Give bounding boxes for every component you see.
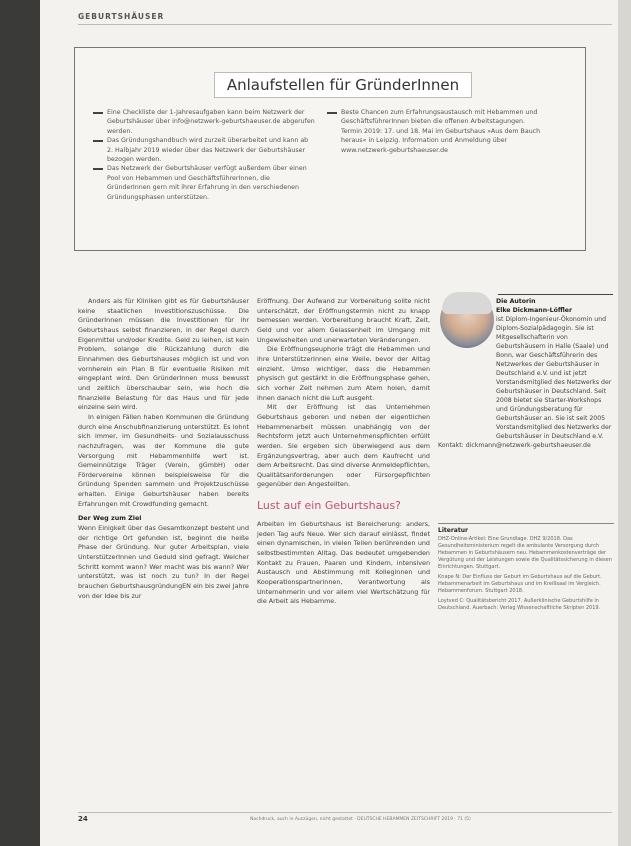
info-box-bullet-text: Eine Checkliste der 1-Jahresaufgaben kann beim Netzwerk der Geburtshäuser über info@netzwerk-geburtshaeuser.de abgerufen werden. [107, 109, 315, 135]
paragraph: Arbeiten im Geburtshaus ist Bereicherung: anders, jeden Tag aufs Neue. Wer sich darauf einlässt, findet einen dynamischen, in vielen Teilen berührenden und selbstbestimmten Alltag. Das bedeutet umgebenden Kontakt zu Frauen, Paaren und Kindern, intensiven Austausch und Abstimmung mit Kolleginnen und Kooperationspartnerinnen, Verantwortung als Unternehmerin und vor allem viel Wertschätzung für die Arbeit als Hebamme. [257, 520, 430, 606]
author-contact: Kontakt: dickmann@netzwerk-geburtshaeuser.de [438, 442, 591, 449]
info-box-bullet [93, 108, 315, 136]
info-box-left-column [93, 108, 315, 202]
paragraph: In einigen Fällen haben Kommunen die Gründung durch eine Anschubfinanzierung unterstützt. Es lohnt sich immer, im Gesundheits- und Sozialausschuss nachzufragen, was der Kommune die gute Versorgung mit Hebammenhilfe wert ist. Gemeinnützige Träger (Verein, gGmbH) oder Fördervereine können beispielsweise für die Gründung Spenden sammeln und Projektzuschüsse erhalten. Einige Geburtshäuser haben bereits Erfahrungen mit Crowdfunding gemacht. [78, 412, 249, 508]
literature-item: Knape N: Der Einfluss der Geburt im Geburtshaus auf die Geburt. Hebammenarbeit im Geburtshaus und im Kreißsaal im Vergleich. Hebammenforum. Stuttgart 2018. [438, 574, 602, 594]
info-box-right-column [327, 108, 545, 155]
author-name: Elke Dickmann-Löffler [496, 307, 573, 314]
info-box-bullet [327, 108, 545, 155]
paragraph: Wenn Einigkeit über das Gesamtkonzept besteht und der richtige Ort gefunden ist, beginnt die heiße Phase der Gründung. Nur guter Arbeitsplan, viele UnterstützerInnen und Geduld sind gefragt. Welcher Schritt kommt wann? Wer macht was bis wann? Wer unterstützt, was ist noch zu tun? In der Regel brauchen GeburtshausgründungEN ein bis zwei Jahre von der Idee bis zur [78, 524, 249, 600]
magazine-page [40, 0, 618, 846]
page-number: 24 [78, 815, 88, 823]
dash-icon [93, 140, 103, 142]
article-column-1 [78, 297, 249, 601]
subheading: Der Weg zum Ziel [78, 514, 142, 523]
paragraph: Die Eröffnungseuphorie trägt die Hebammen und ihre UnterstützerInnen eine Weile, bevor der Alltag einzieht. Umso wichtiger, dass die Hebammen physisch gut gestärkt in die Eröffnungsphase gehen, sich vorher Zeit nehmen zum Atem holen, damit ihnen danach nicht die Luft ausgeht. [257, 345, 430, 402]
paragraph: Eröffnung. Der Aufwand zur Vorbereitung sollte nicht unterschätzt, der Eröffnungstermin nicht zu knapp bemessen werden. Vorbereitung braucht Kraft, Zeit, Geld und vor allem Gelassenheit im Umgang mit Ungewissheiten und unerwarteten Veränderungen. [257, 297, 430, 344]
literature-heading: Literatur [438, 527, 468, 534]
dash-icon [93, 112, 103, 114]
literature-item: Loytved C: Qualitätsbericht 2017. Außerklinische Geburtshilfe in Deutschland. Auerbach: Verlag Wissenschaftliche Skripten 2019. [438, 598, 601, 611]
footer-text: Nachdruck, auch in Auszügen, nicht gestattet · DEUTSCHE HEBAMMEN ZEITSCHRIFT 2019 · 71 (5) [250, 817, 471, 822]
author-rule [498, 294, 613, 295]
info-box-title: Anlaufstellen für GründerInnen [214, 72, 472, 98]
author-label: Die Autorin [496, 298, 536, 305]
info-box-bullet [93, 136, 315, 164]
article-column-2 [257, 297, 430, 607]
info-box [74, 47, 586, 251]
info-box-bullet-text: Beste Chancen zum Erfahrungsaustausch mit Hebammen und GeschäftsführerInnen bieten die offenen Arbeitstagungen. Termin 2019: 17. und 18. Mai im Geburtshaus »Aus dem Bauch heraus« in Leipzig. Information und Anmeldung über www.netzwerk-geburtshaeuser.de [341, 109, 541, 154]
author-box [438, 297, 614, 450]
author-bio: ist Diplom-Ingenieur-Ökonomin und Diplom-Sozialpädagogin. Sie ist Mitgesellschafterin von Geburtshäusern in Halle (Saale) und Bonn, war Geschäftsführerin des Netzwerkes der Geburtshäuser in Deutschland e.V. und ist jetzt Vorstandsmitglied des Netzwerks der Geburtshäuser in Deutschland. Seit 2008 bietet sie Starter-Workshops und Gründungsberatung für Geburtshäuser an. Sie ist seit 2005 Vorstandsmitglied des Netzwerks der Geburtshäuser in Deutschland e.V. [496, 316, 612, 440]
footer-rule [78, 812, 612, 813]
info-box-bullet-text: Das Netzwerk der Geburtshäuser verfügt außerdem über einen Pool von Hebammen und GeschäftsführerInnen, die GründerInnen gern mit ihrer Erfahrung in den verschiedenen Gründungsphasen unterstützen. [107, 165, 307, 201]
paragraph: Mit der Eröffnung ist das Unternehmen Geburtshaus geboren und neben der eigentlichen Hebammenarbeit müssen unabhängig von der Rechtsform jetzt auch Unternehmenspflichten erfüllt werden. Sie ergeben sich überwiegend aus dem Ergänzungsvertrag, aber auch dem Kaufrecht und dem Arbeitsrecht. Das sind diverse Anmeldepflichten, Qualitätsanforderungen oder Fürsorgepflichten gegenüber den Angestellten. [257, 403, 430, 489]
dash-icon [93, 168, 103, 170]
dash-icon [327, 112, 337, 114]
literature-rule [438, 523, 614, 524]
info-box-bullet [93, 164, 315, 202]
literature-item: DHZ-Online-Artikel: Eine Grundlage. DHZ 9/2018. Das Gesundheitsministerium regelt die ambulante Versorgung durch Hebammen in Geburtshäusern neu. Hebammenkostenverträge der Vergütung und der Leistungen sowie die Qualitätssicherung in diesen Einrichtungen. Stuttgart. [438, 536, 612, 570]
page-edge [618, 0, 631, 846]
paragraph: Anders als für Kliniken gibt es für Geburtshäuser keine staatlichen Investitionszuschüsse. Die GründerInnen müssen die Investitionen für ihr Geburtshaus selbst finanzieren, in der Regel durch Eigenmittel und/oder Kredite. Geld zu leihen, ist kein Problem, solange die Rückzahlung durch die Einnahmen des Geburtshauses möglich ist und von vornherein ein Plan B für eventuelle Risiken mit eingeplant wird. Den GründerInnen muss bewusst und zeitlich überschaubar sein, wie hoch die finanzielle Belastung für das Haus und für jede einzelne sein wird. [78, 297, 249, 412]
literature-box [438, 527, 614, 612]
info-box-bullet-text: Das Gründungshandbuch wird zurzeit überarbeitet und kann ab 2. Halbjahr 2019 wieder über das Netzwerk der Geburtshäuser bezogen werden. [107, 137, 309, 164]
section-rule [78, 24, 612, 25]
section-heading: Lust auf ein Geburtshaus? [257, 499, 401, 513]
section-title: GEBURTSHÄUSER [78, 12, 165, 21]
